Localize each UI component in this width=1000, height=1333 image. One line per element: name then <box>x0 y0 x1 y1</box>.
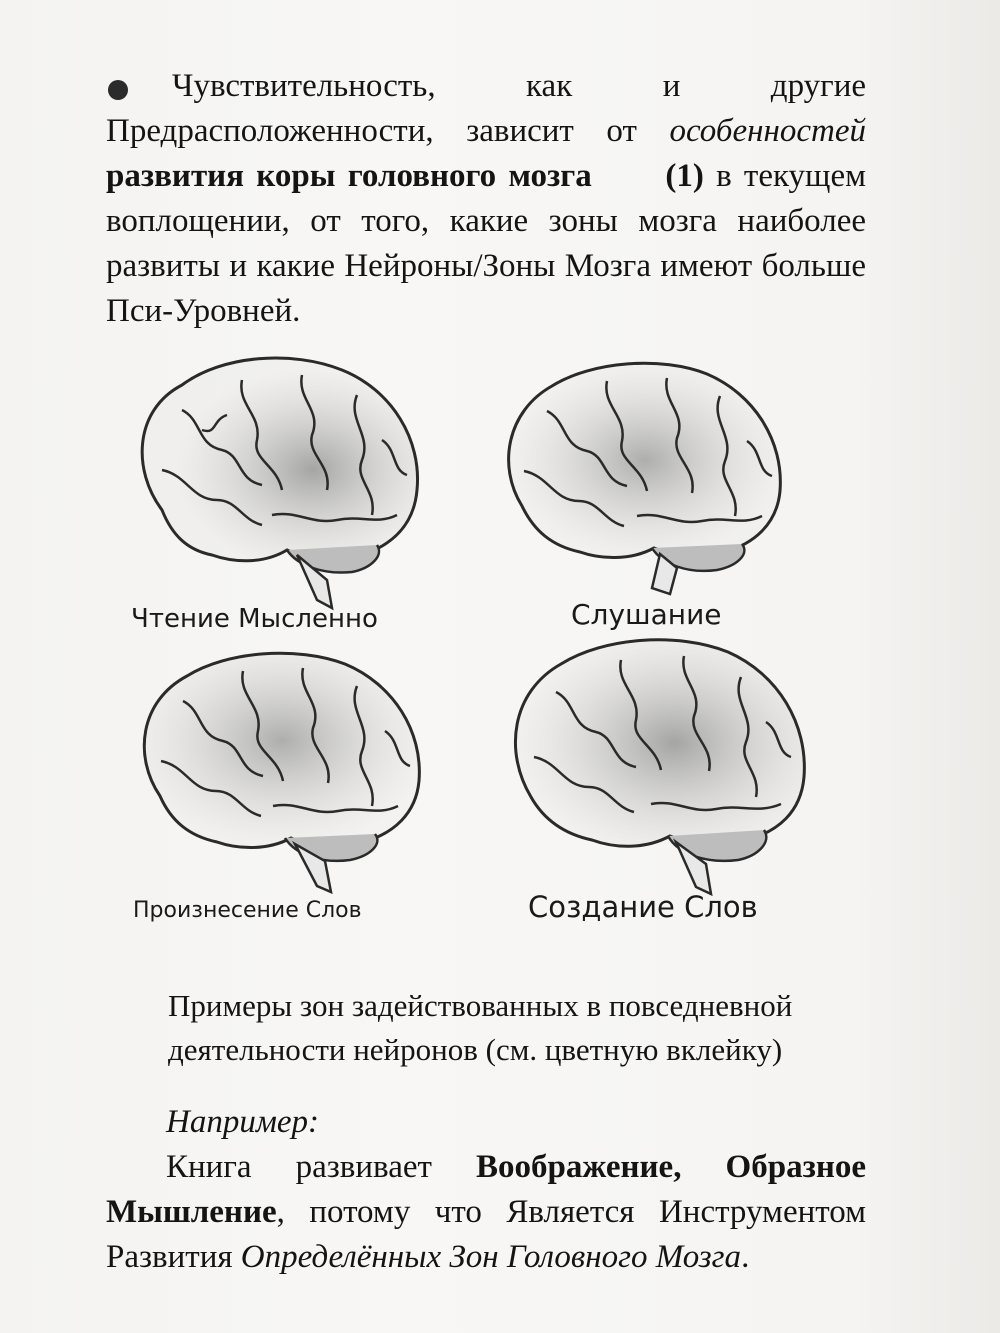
example-text-middle: , потому что Является Инструментом Развития <box>106 1194 866 1275</box>
example-block <box>106 1100 866 1280</box>
brain-speaking-illustration <box>125 646 435 896</box>
example-heading: Например: <box>166 1104 320 1140</box>
brain-listening-illustration <box>492 356 792 606</box>
example-text-end: . <box>741 1239 750 1275</box>
example-bold: Воображение, Образное Мышление <box>106 1149 866 1230</box>
paragraph-text: Чувствительность, как и другие Предрасположенности, зависит от <box>106 68 866 149</box>
label-speaking: Произнесение Слов <box>133 898 362 923</box>
figure-caption: Примеры зон задействованных в повседневной деятельности нейронов (см. цветную вклейку) <box>168 988 793 1067</box>
paragraph-text-end: в текущем воплощении, от того, какие зоны мозга наиболее развиты и какие Нейроны/Зоны Мозга имеют больше Пси-Уровней. <box>106 158 866 329</box>
example-italic: Определённых Зон Головного Мозга <box>240 1239 742 1275</box>
paragraph-italic: особенностей <box>669 113 866 149</box>
example-text <box>106 1145 866 1280</box>
brain-creating-illustration <box>496 632 816 897</box>
label-listening: Слушание <box>571 598 722 631</box>
label-creating: Создание Слов <box>528 890 758 924</box>
paragraph-reference: (1) <box>665 158 704 194</box>
brain-reading-illustration <box>122 350 432 615</box>
main-paragraph <box>106 64 866 334</box>
example-text-start: Книга развивает <box>166 1149 477 1185</box>
label-reading: Чтение Мысленно <box>131 604 378 634</box>
paragraph-bold: развития коры головного мозга <box>106 158 592 194</box>
